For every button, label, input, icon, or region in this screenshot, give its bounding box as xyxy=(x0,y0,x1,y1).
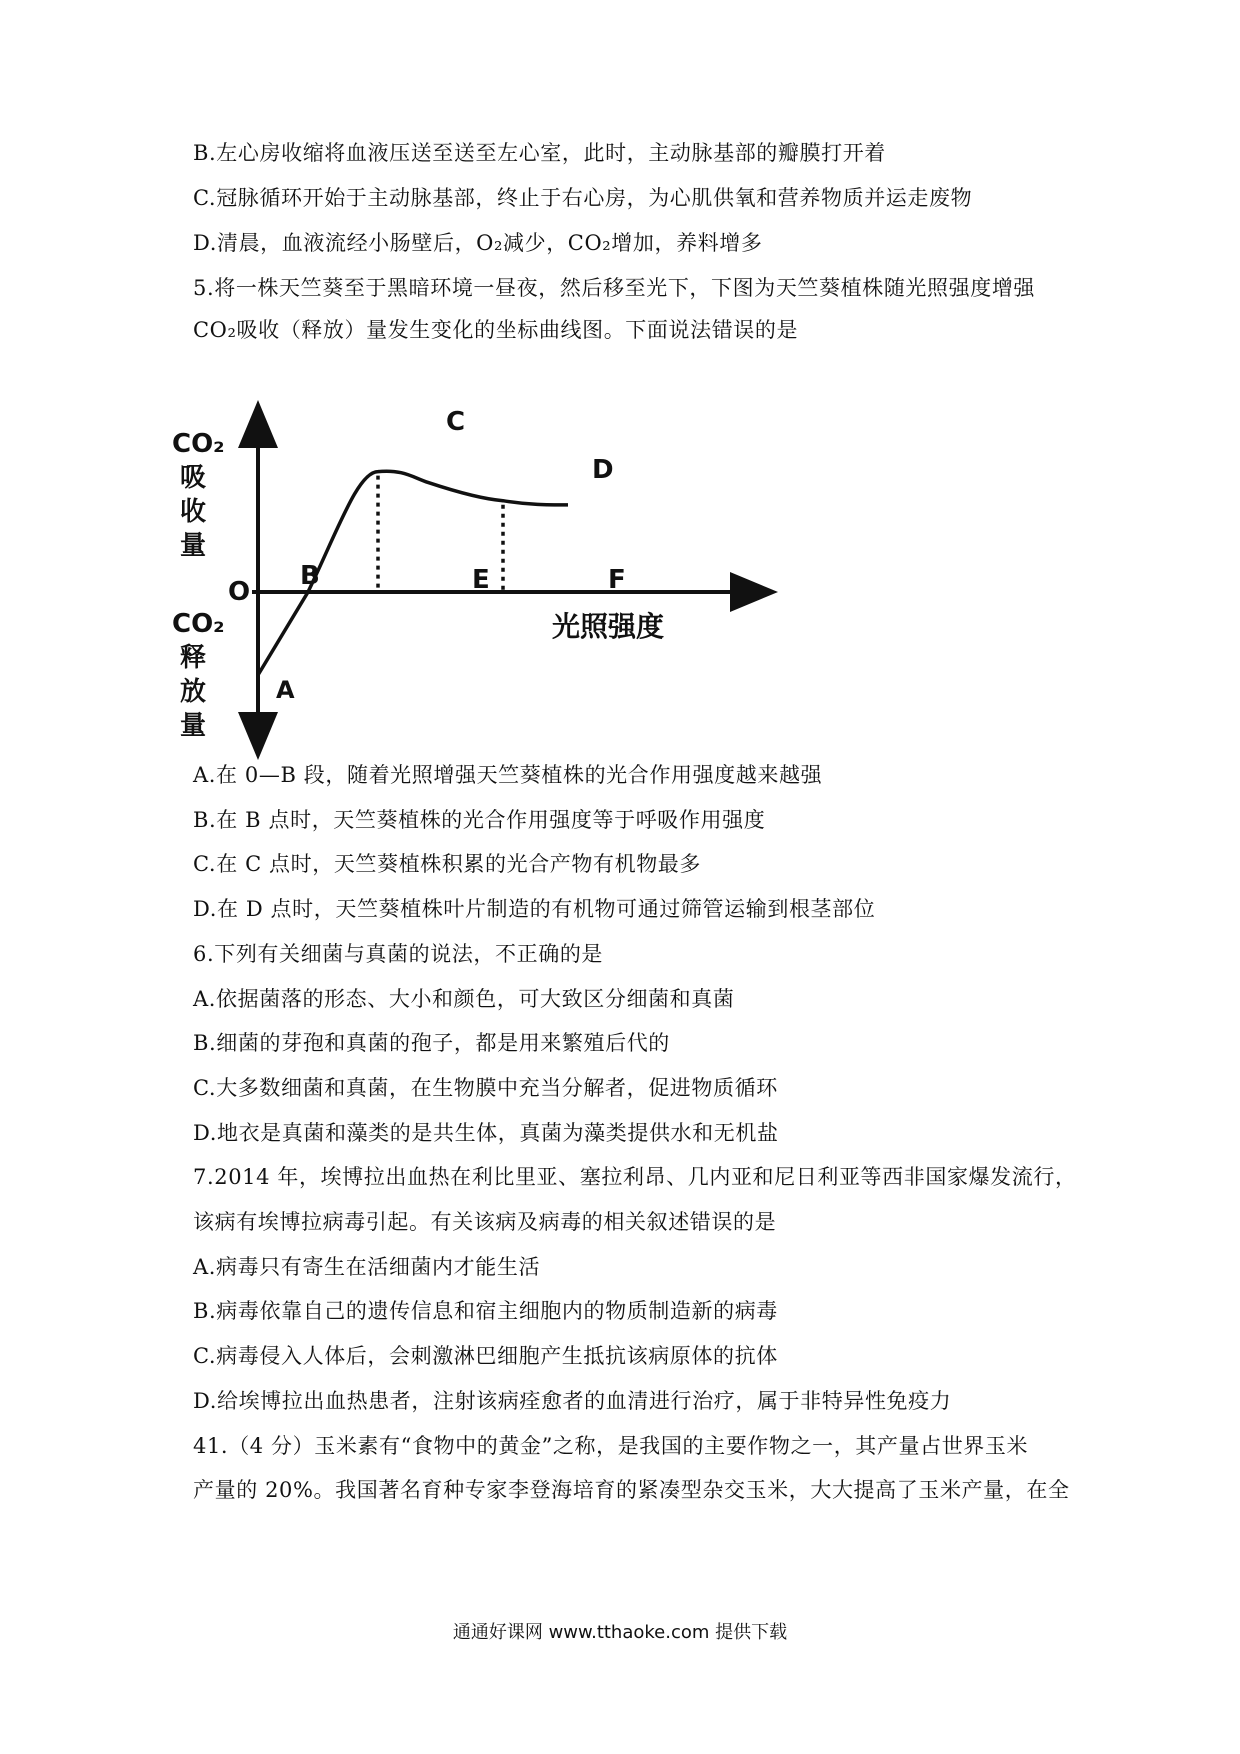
y-bottom-label-1: CO₂ xyxy=(172,609,225,639)
point-label-e: E xyxy=(472,565,490,595)
text-line: 7.2014 年，埃博拉出血热在利比里亚、塞拉利昂、几内亚和尼日利亚等西非国家爆发流行， xyxy=(193,1165,1077,1189)
text-line: C.大多数细菌和真菌，在生物膜中充当分解者，促进物质循环 xyxy=(193,1076,778,1100)
text-line: A.依据菌落的形态、大小和颜色，可大致区分细菌和真菌 xyxy=(193,987,735,1011)
y-top-label-4: 量 xyxy=(180,531,207,561)
text-line: D.给埃博拉出血热患者，注射该病痊愈者的血清进行治疗，属于非特异性免疫力 xyxy=(193,1389,952,1413)
text-line: 41.（4 分）玉米素有“食物中的黄金”之称，是我国的主要作物之一，其产量占世界玉米 xyxy=(193,1434,1029,1458)
text-line: A.病毒只有寄生在活细菌内才能生活 xyxy=(193,1255,541,1279)
text-line: C.病毒侵入人体后，会刺激淋巴细胞产生抵抗该病原体的抗体 xyxy=(193,1344,778,1368)
point-label-f: F xyxy=(608,565,626,595)
text-line: 5.将一株天竺葵至于黑暗环境一昼夜，然后移至光下，下图为天竺葵植株随光照强度增强 xyxy=(193,276,1036,300)
text-line: 产量的 20%。我国著名育种专家李登海培育的紧凑型杂交玉米，大大提高了玉米产量，在全 xyxy=(193,1478,1070,1502)
text-line: D.地衣是真菌和藻类的是共生体，真菌为藻类提供水和无机盐 xyxy=(193,1121,779,1145)
co2-light-curve-figure xyxy=(172,400,780,755)
point-label-d: D xyxy=(592,455,614,485)
y-bottom-label-2: 释 xyxy=(180,643,207,673)
text-line: CO₂吸收（释放）量发生变化的坐标曲线图。下面说法错误的是 xyxy=(193,318,799,342)
text-line: C.冠脉循环开始于主动脉基部，终止于右心房，为心肌供氧和营养物质并运走废物 xyxy=(193,186,973,210)
y-top-label-1: CO₂ xyxy=(172,429,225,459)
text-line: D.在 D 点时，天竺葵植株叶片制造的有机物可通过筛管运输到根茎部位 xyxy=(193,897,876,921)
text-line: B.在 B 点时，天竺葵植株的光合作用强度等于呼吸作用强度 xyxy=(193,808,766,832)
text-line: 6.下列有关细菌与真菌的说法，不正确的是 xyxy=(193,942,604,966)
chart-svg xyxy=(172,400,780,755)
text-line: A.在 0—B 段，随着光照增强天竺葵植株的光合作用强度越来越强 xyxy=(193,763,823,787)
point-label-b: B xyxy=(300,561,320,591)
y-top-label-2: 吸 xyxy=(180,463,207,493)
y-bottom-label-4: 量 xyxy=(180,711,207,741)
y-top-label-3: 收 xyxy=(180,497,207,527)
text-line: B.细菌的芽孢和真菌的孢子，都是用来繁殖后代的 xyxy=(193,1031,670,1055)
footer-source: 通通好课网 www.tthaoke.com 提供下载 xyxy=(452,1622,788,1643)
text-line: C.在 C 点时，天竺葵植株积累的光合产物有机物最多 xyxy=(193,852,702,876)
point-label-a: A xyxy=(276,676,295,704)
text-line: 该病有埃博拉病毒引起。有关该病及病毒的相关叙述错误的是 xyxy=(193,1210,777,1234)
point-label-c: C xyxy=(446,407,466,437)
x-axis-label: 光照强度 xyxy=(552,610,665,643)
text-line: D.清晨，血液流经小肠壁后，O₂减少，CO₂增加，养料增多 xyxy=(193,231,763,255)
text-line: B.病毒依靠自己的遗传信息和宿主细胞内的物质制造新的病毒 xyxy=(193,1299,778,1323)
y-bottom-label-3: 放 xyxy=(180,677,207,707)
origin-label: O xyxy=(228,577,251,607)
text-line: B.左心房收缩将血液压送至送至左心室，此时，主动脉基部的瓣膜打开着 xyxy=(193,141,886,165)
